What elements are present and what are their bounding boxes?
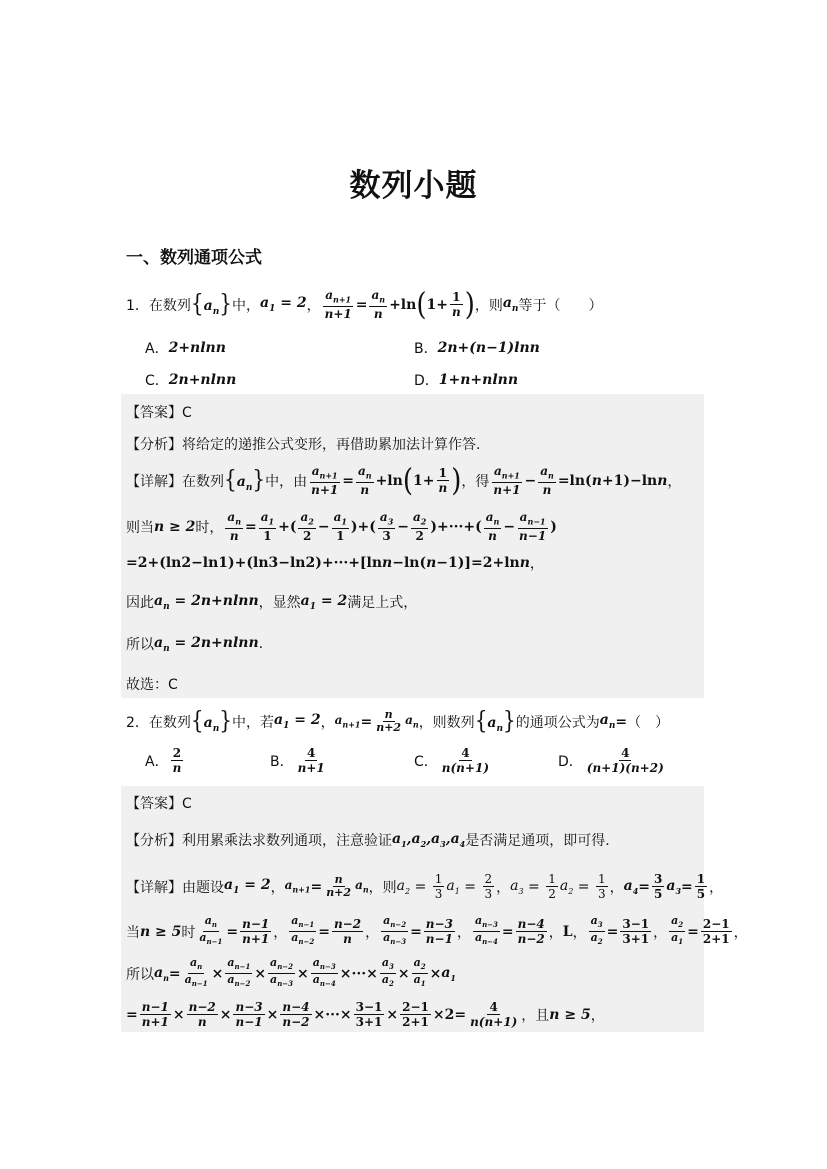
q2-option-b[interactable]: B． $\frac{4}{n+1}$: [270, 746, 325, 775]
q2-solution-box: [121, 786, 704, 1032]
q1-answer: 【答案】C: [126, 405, 192, 421]
q1-detail-line5: 所以 $a_n = 2n+nlnn$ .: [126, 634, 264, 654]
q1-option-b[interactable]: B． 2n+(n−1)lnn: [414, 340, 540, 357]
q2-analysis: 【分析】 利用累乘法求数列通项，注意验证 $a_1,a_2,a_3,a_4$ 是否满足通项，即可得.: [126, 831, 610, 849]
q1-detail-line1: 【详解】 在数列 $\{a_n\}$ 中，由 $\frac{a_{n+1}}{n+1}$ = $\frac{a_n}{n}$ +ln ( 1+ $\frac{1}{n}$ ) ，得 $\frac{a_{n+1}}{n+1}$ − $\frac{a_n}{n}$ =ln(n+1)−lnn ，: [126, 462, 682, 499]
q2-number: 2．: [126, 714, 149, 731]
q1-choice: 故选：C: [126, 677, 178, 693]
q1-option-d[interactable]: D． 1+n+nlnn: [414, 372, 519, 389]
q2-answer: 【答案】C: [126, 796, 192, 812]
q1-detail-line2: 则当 n ≥ 2 时， $\frac{a_n}{n}$ = $\frac{a_1}{1}$ +( $\frac{a_2}{2}$ − $\frac{a_1}{1}$ )+( $\frac{a_3}{3}$ − $\frac{a_2}{2}$ )+···+( $\frac{a_n}{n}$ − $\frac{a_{n-1}}{n-1}$ ): [126, 510, 557, 544]
q2-detail-line4: = $\frac{n-1}{n+1}$ × $\frac{n-2}{n}$ × $\frac{n-3}{n-1}$ × $\frac{n-4}{n-2}$ ×···× $\frac{3-1}{3+1}$ × $\frac{2-1}{2+1}$ ×2= $\frac{4}{n(n+1)}$ ，且 n ≥ 5 ，: [126, 1000, 605, 1029]
section-heading: 一、数列通项公式: [126, 248, 262, 268]
q1-number: 1．: [126, 297, 149, 314]
page-title: 数列小题: [349, 168, 478, 204]
q2-option-c[interactable]: C． $\frac{4}{n(n+1)}$: [414, 746, 489, 775]
q2-option-d[interactable]: D． $\frac{4}{(n+1)(n+2)}$: [558, 746, 664, 775]
q1-detail-line3: =2+(ln2−ln1)+(ln3−ln2)+···+[lnn−ln(n−1)]=2+lnn ，: [126, 555, 544, 572]
q2-detail-line1: 【详解】 由题设 $a_1 = 2$ ， $a_{n+1}$ = $\frac{n}{n+2}$ $a_n$ ，则 $a_2$ = $\frac{1}{3}$ $a_1$ = $\frac{2}{3}$ ， $a_3$ = $\frac{1}{2}$ $a_2$ = $\frac{1}{3}$ ， $a_4$ = $\frac{3}{5}$ $a_3$ = $\frac{1}{5}$ ，: [126, 872, 724, 901]
q1-stem: 1． 在数列 $\{a_n\}$ 中， $a_1 = 2$ ， $\frac{a_{n+1}}{n+1}$ = $\frac{a_n}{n}$ +ln ( 1+ $\frac{1}{n}$ ) ，则 $a_n$ 等于（ ）: [126, 286, 603, 323]
q2-option-a[interactable]: A． $\frac{2}{n}$: [145, 746, 182, 775]
q2-stem: 2． 在数列 $\{a_n\}$ 中，若 $a_1 = 2$ ， $a_{n+1}$ = $\frac{n}{n+2}$ $a_n$ ，则数列 $\{a_n\}$ 的通项公式为 $a_n$ = （ ）: [126, 705, 670, 734]
q2-detail-line3: 所以 $a_n$ = $\frac{a_n}{a_{n-1}}$ × $\frac{a_{n-1}}{a_{n-2}}$ × $\frac{a_{n-2}}{a_{n-3}}$ × $\frac{a_{n-3}}{a_{n-4}}$ ×···× $\frac{a_3}{a_2}$ × $\frac{a_2}{a_1}$ × $a_1$: [126, 956, 456, 989]
q2-detail-line2: 当 n ≥ 5 时 $\frac{a_n}{a_{n-1}}$ = $\frac{n-1}{n+1}$ ， $\frac{a_{n-1}}{a_{n-2}}$ = $\frac{n-2}{n}$ ， $\frac{a_{n-2}}{a_{n-3}}$ = $\frac{n-3}{n-1}$ ， $\frac{a_{n-3}}{a_{n-4}}$ = $\frac{n-4}{n-2}$ ， L ， $\frac{a_3}{a_2}$ = $\frac{3-1}{3+1}$ ， $\frac{a_2}{a_1}$ = $\frac{2-1}{2+1}$ ，: [126, 914, 748, 947]
q1-detail-line4: 因此 $a_n = 2n+nlnn$ ，显然 $a_1 = 2$ 满足上式，: [126, 592, 418, 612]
q1-analysis: 【分析】 将给定的递推公式变形，再借助累加法计算作答.: [126, 437, 481, 453]
q1-option-a[interactable]: A． 2+nlnn: [145, 340, 226, 357]
q1-option-c[interactable]: C． 2n+nlnn: [145, 372, 237, 389]
